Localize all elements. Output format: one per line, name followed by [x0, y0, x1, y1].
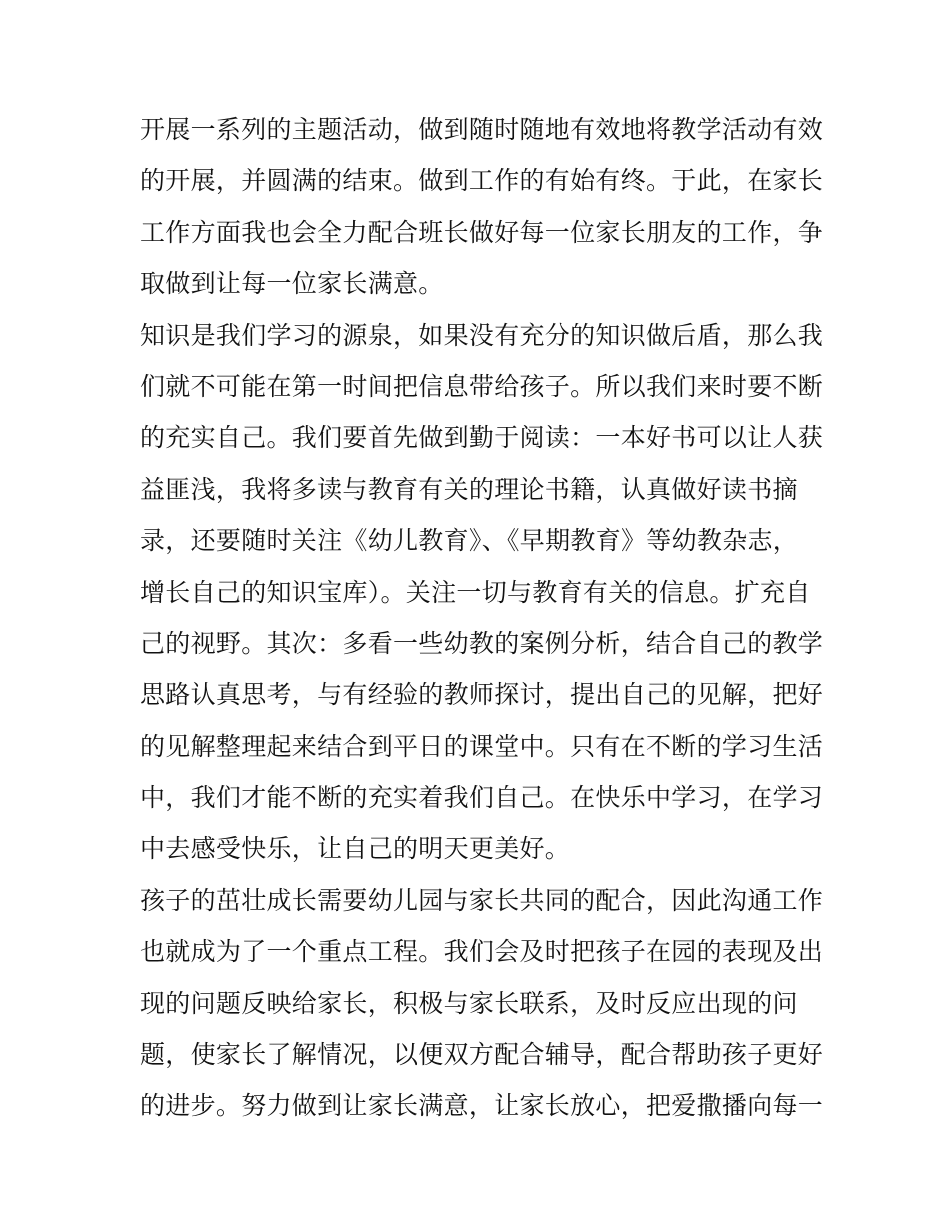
text-line: 录，还要随时关注《幼儿教育》、《早期教育》等幼教杂志， [140, 526, 799, 556]
text-line: 取做到让每一位家长满意。 [140, 269, 444, 299]
text-line: 己的视野。其次：多看一些幼教的案例分析，结合自己的教学 [140, 628, 824, 658]
text-line: 题，使家长了解情况，以便双方配合辅导，配合帮助孩子更好 [140, 1040, 824, 1070]
text-line: 中去感受快乐，让自己的明天更美好。 [140, 834, 571, 864]
text-line: 益匪浅，我将多读与教育有关的理论书籍，认真做好读书摘 [140, 474, 798, 504]
document-body [140, 104, 824, 1132]
text-line: 知识是我们学习的源泉，如果没有充分的知识做后盾，那么我 [140, 320, 824, 350]
text-line: 开展一系列的主题活动，做到随时随地有效地将教学活动有效 [140, 115, 824, 144]
text-line: 孩子的茁壮成长需要幼儿园与家长共同的配合，因此沟通工作 [140, 885, 824, 915]
text-line: 工作方面我也会全力配合班长做好每一位家长朋友的工作，争 [140, 217, 824, 247]
text-line: 思路认真思考，与有经验的教师探讨，提出自己的见解，把好 [140, 680, 824, 710]
text-line: 们就不可能在第一时间把信息带给孩子。所以我们来时要不断 [140, 371, 824, 401]
text-line: 增长自己的知识宝库）。关注一切与教育有关的信息。扩充自 [140, 577, 811, 607]
text-line: 的开展，并圆满的结束。做到工作的有始有终。于此，在家长 [140, 166, 824, 196]
text-line: 的进步。努力做到让家长满意，让家长放心，把爱撒播向每一 [140, 1091, 824, 1121]
text-line: 的见解整理起来结合到平日的课堂中。只有在不断的学习生活 [140, 731, 824, 761]
text-line: 也就成为了一个重点工程。我们会及时把孩子在园的表现及出 [140, 937, 824, 967]
text-line: 中，我们才能不断的充实着我们自己。在快乐中学习，在学习 [140, 783, 824, 813]
text-line: 的充实自己。我们要首先做到勤于阅读：一本好书可以让人获 [140, 423, 824, 453]
text-line: 现的问题反映给家长，积极与家长联系，及时反应出现的问 [140, 988, 798, 1018]
